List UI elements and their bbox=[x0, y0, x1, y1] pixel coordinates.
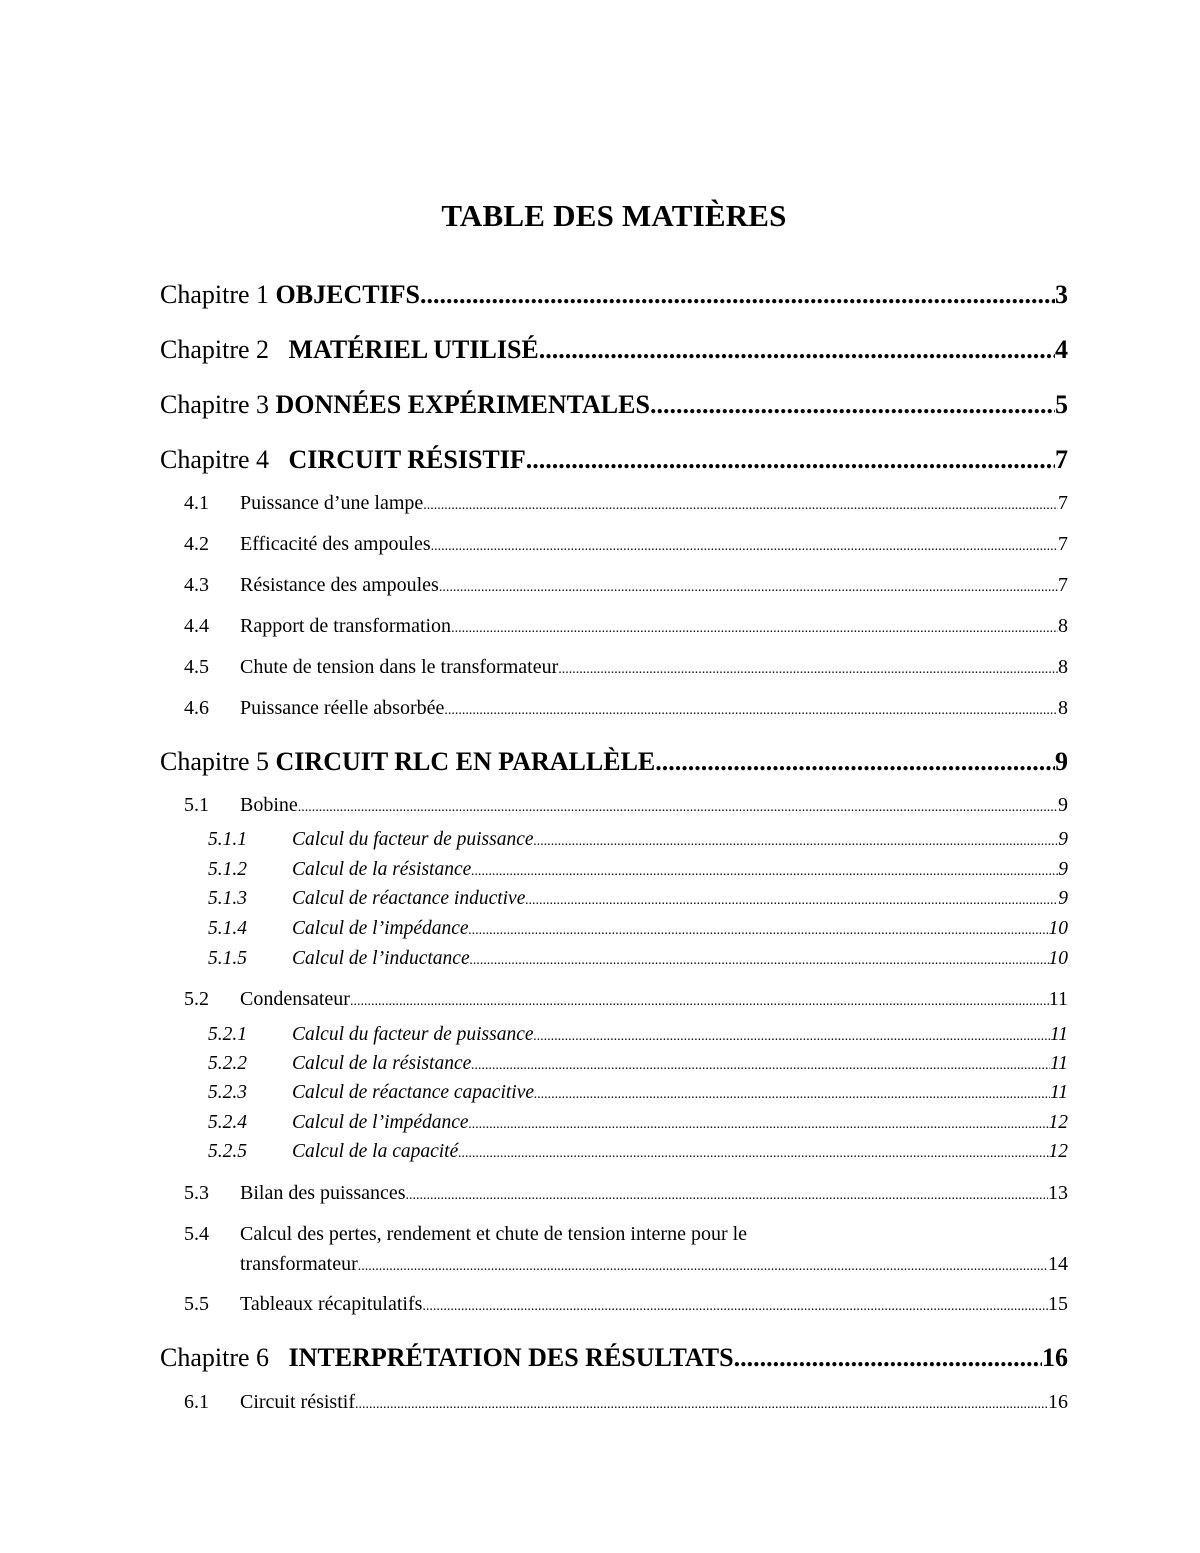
toc-entry-page: 12 bbox=[1048, 1141, 1068, 1162]
toc-entry-leader bbox=[355, 1391, 1048, 1414]
toc-entry-number: Chapitre 6 bbox=[160, 1343, 289, 1372]
toc-entry-subsection[interactable] bbox=[208, 1024, 1068, 1046]
toc-entry-leader bbox=[358, 1253, 1048, 1276]
toc-entry-title: Efficacité des ampoules bbox=[240, 533, 431, 555]
toc-entry-number: 4.4 bbox=[184, 615, 209, 637]
toc-entry-leader bbox=[431, 533, 1058, 556]
toc-entry-page: 16 bbox=[1042, 1343, 1068, 1372]
toc-entry-title: Chute de tension dans le transformateur bbox=[240, 656, 559, 678]
toc-entry-page: 11 bbox=[1049, 1082, 1068, 1103]
toc-entry-page: 8 bbox=[1058, 656, 1068, 678]
toc-entry-title: Circuit résistif bbox=[240, 1391, 355, 1413]
toc-entry-leader bbox=[539, 335, 1055, 365]
toc-entry-title: Tableaux récapitulatifs bbox=[240, 1293, 423, 1315]
toc-entry-subsection[interactable] bbox=[208, 859, 1068, 881]
toc-entry-page: 15 bbox=[1048, 1293, 1068, 1315]
toc-entry-title: Calcul du facteur de puissance bbox=[292, 1024, 534, 1045]
toc-entry-section[interactable] bbox=[184, 988, 1068, 1011]
toc-entry-leader bbox=[444, 697, 1058, 720]
toc-entry-page: 5 bbox=[1055, 390, 1068, 419]
toc-entry-number: 5.2 bbox=[184, 988, 209, 1010]
toc-entry-title: Puissance d’une lampe bbox=[240, 492, 424, 514]
toc-entry-number: 5.5 bbox=[184, 1293, 209, 1315]
toc-entry-chapter[interactable] bbox=[160, 390, 1068, 420]
toc-entry-leader bbox=[655, 747, 1055, 777]
toc-entry-leader bbox=[525, 888, 1058, 910]
toc-entry-number: Chapitre 5 bbox=[160, 747, 276, 776]
toc-entry-title-continued: transformateur bbox=[240, 1253, 358, 1275]
toc-entry-leader bbox=[471, 1053, 1050, 1075]
toc-entry-leader bbox=[423, 492, 1058, 515]
toc-entry-number: 5.2.2 bbox=[208, 1053, 247, 1074]
toc-entry-leader bbox=[470, 948, 1049, 970]
toc-entry-page: 9 bbox=[1055, 747, 1068, 776]
toc-entry-number: 5.1.4 bbox=[208, 918, 247, 939]
toc-entry-section[interactable] bbox=[184, 1293, 1068, 1316]
toc-entry-leader bbox=[422, 1293, 1048, 1316]
toc-entry-page: 11 bbox=[1048, 988, 1068, 1010]
toc-entry-number: 4.3 bbox=[184, 574, 209, 596]
toc-entry-number: Chapitre 1 bbox=[160, 280, 276, 309]
toc-entry-subsection[interactable] bbox=[208, 918, 1068, 940]
toc-entry-page: 3 bbox=[1055, 280, 1068, 309]
toc-entry-number: 5.4 bbox=[184, 1223, 209, 1245]
toc-entry-page: 14 bbox=[1048, 1253, 1068, 1275]
toc-entry-page: 16 bbox=[1048, 1391, 1068, 1413]
toc-entry-leader bbox=[650, 390, 1055, 420]
toc-entry-page: 7 bbox=[1058, 574, 1068, 596]
toc-entry-section[interactable] bbox=[184, 656, 1068, 679]
toc-entry-number: 5.1.5 bbox=[208, 948, 247, 969]
toc-entry-page: 7 bbox=[1058, 492, 1068, 514]
toc-entry-leader bbox=[471, 859, 1058, 881]
toc-entry-section[interactable] bbox=[184, 574, 1068, 597]
toc-entry-subsection[interactable] bbox=[208, 1082, 1068, 1104]
toc-entry-title: Condensateur bbox=[240, 988, 350, 1010]
toc-entry-title: DONNÉES EXPÉRIMENTALES bbox=[275, 390, 650, 419]
toc-entry-leader bbox=[526, 445, 1055, 475]
toc-entry-title: Calcul de la capacité bbox=[292, 1141, 459, 1162]
toc-entry-page: 7 bbox=[1055, 445, 1068, 474]
toc-entry-title: Bobine bbox=[240, 794, 298, 816]
toc-entry-number: 5.1 bbox=[184, 794, 209, 816]
toc-entry-title: Calcul de la résistance bbox=[292, 859, 472, 880]
toc-entry-chapter[interactable] bbox=[160, 1343, 1068, 1373]
toc-entry-section[interactable] bbox=[184, 533, 1068, 556]
toc-entry-number: 5.1.2 bbox=[208, 859, 247, 880]
toc-entry-subsection[interactable] bbox=[208, 948, 1068, 970]
toc-entry-title: INTERPRÉTATION DES RÉSULTATS bbox=[288, 1343, 734, 1372]
toc-entry-number: 4.2 bbox=[184, 533, 209, 555]
toc-entry-title: Calcul de l’impédance bbox=[292, 918, 469, 939]
toc-entry-title: MATÉRIEL UTILISÉ bbox=[288, 335, 539, 364]
toc-entry-title: Calcul des pertes, rendement et chute de tension interne pour le bbox=[240, 1223, 748, 1245]
toc-entry-title: Bilan des puissances bbox=[240, 1182, 406, 1204]
toc-entry-number: 5.2.5 bbox=[208, 1141, 247, 1162]
toc-entry-title: Calcul du facteur de puissance bbox=[292, 829, 534, 850]
toc-entry-title: CIRCUIT RÉSISTIF bbox=[288, 445, 526, 474]
toc-entry-chapter[interactable] bbox=[160, 280, 1068, 310]
toc-entry-leader bbox=[534, 1082, 1050, 1104]
toc-entry-title: Calcul de l’inductance bbox=[292, 948, 470, 969]
toc-entry-number: 4.5 bbox=[184, 656, 209, 678]
toc-entry-number: 5.1.3 bbox=[208, 888, 247, 909]
toc-entry-number: 4.6 bbox=[184, 697, 209, 719]
toc-entry-page: 10 bbox=[1048, 918, 1068, 939]
toc-entry-section[interactable] bbox=[184, 1182, 1068, 1205]
toc-entry-page: 9 bbox=[1058, 794, 1068, 816]
toc-entry-number: Chapitre 3 bbox=[160, 390, 276, 419]
toc-entry-leader bbox=[458, 1141, 1048, 1163]
toc-entry-page: 4 bbox=[1055, 335, 1068, 364]
toc-entry-page: 9 bbox=[1058, 829, 1068, 850]
toc-entry-leader bbox=[534, 1024, 1050, 1046]
toc-entry-leader bbox=[469, 1112, 1049, 1134]
toc-entry-title: Puissance réelle absorbée bbox=[240, 697, 445, 719]
toc-entry-subsection[interactable] bbox=[208, 1141, 1068, 1163]
toc-entry-subsection[interactable] bbox=[208, 888, 1068, 910]
toc-entry-page: 10 bbox=[1048, 948, 1068, 969]
toc-entry-title: Calcul de réactance inductive bbox=[292, 888, 526, 909]
toc-entry-number: 5.2.3 bbox=[208, 1082, 247, 1103]
toc-entry-title: Résistance des ampoules bbox=[240, 574, 439, 596]
toc-entry-number: Chapitre 4 bbox=[160, 445, 289, 474]
toc-entry-number: Chapitre 2 bbox=[160, 335, 289, 364]
toc-entry-chapter[interactable] bbox=[160, 445, 1068, 475]
toc-entry-chapter[interactable] bbox=[160, 747, 1068, 777]
toc-entry-title: Calcul de réactance capacitive bbox=[292, 1082, 535, 1103]
toc-entry-page: 11 bbox=[1049, 1053, 1068, 1074]
toc-entry-leader bbox=[420, 280, 1055, 310]
page-title: TABLE DES MATIÈRES bbox=[441, 198, 787, 233]
toc-entry-title: Calcul de la résistance bbox=[292, 1053, 472, 1074]
toc-entry-leader bbox=[298, 794, 1058, 817]
toc-entry-leader bbox=[439, 574, 1058, 597]
toc-entry-number: 6.1 bbox=[184, 1391, 209, 1413]
toc-entry-page: 9 bbox=[1058, 859, 1068, 880]
toc-entry-subsection[interactable] bbox=[208, 1112, 1068, 1134]
toc-entry-number: 5.2.1 bbox=[208, 1024, 247, 1045]
toc-entry-page: 9 bbox=[1058, 888, 1068, 909]
toc-entry-title: Rapport de transformation bbox=[240, 615, 452, 637]
toc-entry-chapter[interactable] bbox=[160, 335, 1068, 365]
toc-entry-number: 4.1 bbox=[184, 492, 209, 514]
toc-entry-section[interactable] bbox=[184, 615, 1068, 638]
toc-entry-leader bbox=[451, 615, 1058, 638]
toc-entry-section[interactable] bbox=[184, 1223, 1068, 1276]
toc-entry-leader bbox=[469, 918, 1049, 940]
toc-entry-number: 5.1.1 bbox=[208, 829, 247, 850]
toc-entry-number: 5.2.4 bbox=[208, 1112, 247, 1133]
toc-entry-page: 11 bbox=[1049, 1024, 1068, 1045]
toc-entry-leader bbox=[534, 829, 1059, 851]
toc-entry-number: 5.3 bbox=[184, 1182, 209, 1204]
toc-entry-subsection[interactable] bbox=[208, 1053, 1068, 1075]
toc-entry-title: OBJECTIFS bbox=[275, 280, 421, 309]
toc-entry-leader bbox=[734, 1343, 1042, 1373]
toc-entry-section[interactable] bbox=[184, 1391, 1068, 1414]
toc-entry-leader bbox=[558, 656, 1058, 679]
toc-entry-page: 13 bbox=[1048, 1182, 1068, 1204]
toc-entry-title: CIRCUIT RLC EN PARALLÈLE bbox=[275, 747, 656, 776]
toc-entry-page: 7 bbox=[1058, 533, 1068, 555]
toc-entry-title: Calcul de l’impédance bbox=[292, 1112, 469, 1133]
toc-entry-section[interactable] bbox=[184, 794, 1068, 817]
toc-entry-page: 8 bbox=[1058, 697, 1068, 719]
toc-entry-page: 8 bbox=[1058, 615, 1068, 637]
toc-entry-page: 12 bbox=[1048, 1112, 1068, 1133]
toc-entry-section[interactable] bbox=[184, 492, 1068, 515]
toc-entry-leader bbox=[350, 988, 1049, 1011]
toc-entry-section[interactable] bbox=[184, 697, 1068, 720]
toc-entry-leader bbox=[406, 1182, 1048, 1205]
toc-entry-subsection[interactable] bbox=[208, 829, 1068, 851]
